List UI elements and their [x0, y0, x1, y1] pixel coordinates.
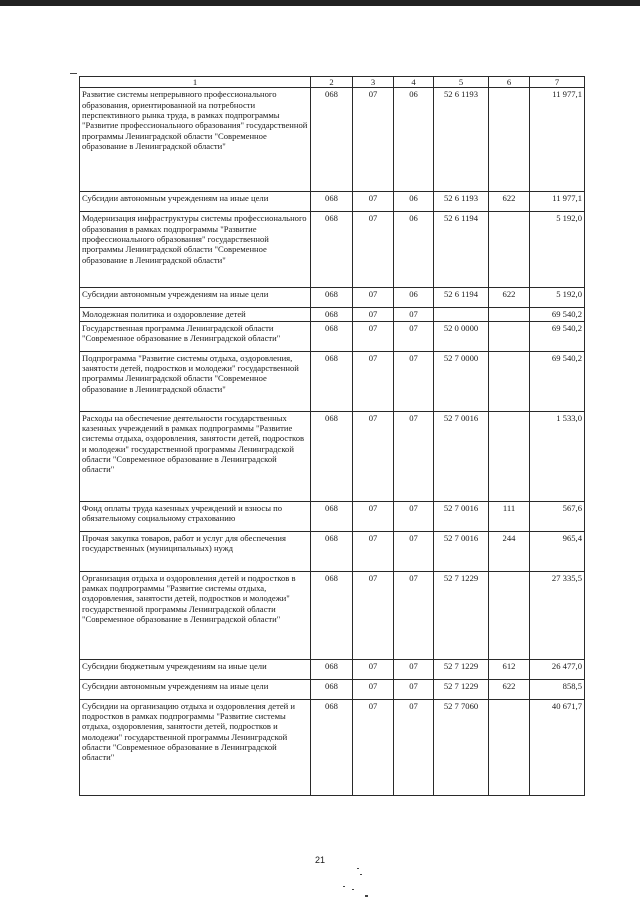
row-value-cell [489, 411, 530, 501]
row-value-cell: 07 [353, 679, 394, 699]
row-value-cell: 068 [311, 531, 353, 571]
row-value-cell: 5 192,0 [530, 288, 585, 308]
row-value-cell [489, 321, 530, 351]
row-label-cell: Субсидии на организацию отдыха и оздоровления детей и подростков в рамках подпрограммы "Развитие системы отдыха, оздоровления, занятости детей, подростков и молодежи" государственной программы Ленинградской области "Современное образование в Ленинградской области" [80, 699, 311, 795]
row-value-cell: 40 671,7 [530, 699, 585, 795]
row-value-cell: 06 [394, 288, 434, 308]
row-value-cell: 07 [394, 699, 434, 795]
row-value-cell: 965,4 [530, 531, 585, 571]
row-value-cell: 07 [394, 679, 434, 699]
row-label-cell: Фонд оплаты труда казенных учреждений и взносы по обязательному социальному страхованию [80, 501, 311, 531]
row-value-cell [489, 212, 530, 288]
table-row [80, 192, 585, 212]
row-value-cell: 07 [353, 308, 394, 321]
table-row [80, 321, 585, 351]
row-value-cell: 068 [311, 351, 353, 411]
row-value-cell: 068 [311, 288, 353, 308]
table-row [80, 411, 585, 501]
table-row [80, 501, 585, 531]
row-value-cell: 068 [311, 212, 353, 288]
header-cell: 2 [311, 77, 353, 88]
row-value-cell: 07 [394, 411, 434, 501]
row-value-cell: 52 7 7060 [434, 699, 489, 795]
row-value-cell: 068 [311, 411, 353, 501]
row-label-cell: Субсидии автономным учреждениям на иные цели [80, 679, 311, 699]
row-value-cell: 07 [394, 659, 434, 679]
budget-table [79, 76, 585, 796]
row-value-cell: 06 [394, 192, 434, 212]
table-row [80, 699, 585, 795]
row-value-cell: 068 [311, 308, 353, 321]
row-label-cell: Субсидии бюджетным учреждениям на иные цели [80, 659, 311, 679]
row-label-cell: Молодежная политика и оздоровление детей [80, 308, 311, 321]
row-value-cell: 567,6 [530, 501, 585, 531]
row-value-cell: 622 [489, 679, 530, 699]
row-value-cell: 69 540,2 [530, 308, 585, 321]
row-value-cell: 07 [353, 88, 394, 192]
header-cell: 1 [80, 77, 311, 88]
table-row [80, 351, 585, 411]
row-value-cell [489, 351, 530, 411]
row-value-cell: 52 7 0016 [434, 531, 489, 571]
row-label-cell: Субсидии автономным учреждениям на иные цели [80, 288, 311, 308]
row-value-cell: 068 [311, 699, 353, 795]
table-row [80, 531, 585, 571]
row-value-cell: 52 7 0000 [434, 351, 489, 411]
row-value-cell [489, 699, 530, 795]
row-value-cell: 69 540,2 [530, 351, 585, 411]
row-value-cell: 06 [394, 212, 434, 288]
table-row [80, 212, 585, 288]
row-value-cell: 52 6 1194 [434, 212, 489, 288]
row-value-cell: 52 7 1229 [434, 659, 489, 679]
row-value-cell: 11 977,1 [530, 88, 585, 192]
header-cell: 7 [530, 77, 585, 88]
scan-specks [335, 868, 375, 898]
row-label-cell: Организация отдыха и оздоровления детей и подростков в рамках подпрограммы "Развитие системы отдыха, оздоровления, занятости детей, подростков и молодежи" государственной программы Ленинградской области "Современное образование в Ленинградской области" [80, 571, 311, 659]
row-value-cell: 068 [311, 321, 353, 351]
row-value-cell: 52 7 1229 [434, 571, 489, 659]
row-value-cell: 1 533,0 [530, 411, 585, 501]
row-value-cell: 07 [394, 321, 434, 351]
row-value-cell: 07 [394, 351, 434, 411]
top-border-rule [0, 0, 640, 6]
row-value-cell: 52 6 1193 [434, 88, 489, 192]
row-value-cell: 11 977,1 [530, 192, 585, 212]
row-value-cell [489, 308, 530, 321]
row-label-cell: Подпрограмма "Развитие системы отдыха, оздоровления, занятости детей, подростков и молодежи" государственной программы Ленинградской области "Современное образование в Ленинградской области" [80, 351, 311, 411]
row-value-cell [434, 308, 489, 321]
page-number: 21 [314, 855, 325, 865]
row-value-cell: 52 6 1193 [434, 192, 489, 212]
table-row [80, 288, 585, 308]
row-value-cell: 858,5 [530, 679, 585, 699]
row-value-cell: 07 [394, 308, 434, 321]
row-value-cell: 52 7 1229 [434, 679, 489, 699]
row-label-cell: Субсидии автономным учреждениям на иные цели [80, 192, 311, 212]
row-label-cell: Государственная программа Ленинградской области "Современное образование в Ленинградской области" [80, 321, 311, 351]
row-value-cell: 068 [311, 659, 353, 679]
row-value-cell: 07 [353, 531, 394, 571]
row-label-cell: Развитие системы непрерывного профессионального образования, ориентированной на потребности перспективного рынка труда, в рамках подпрограммы "Развитие профессионального образования" государственной программы Ленинградской области "Современное образование в Ленинградской области" [80, 88, 311, 192]
row-value-cell: 5 192,0 [530, 212, 585, 288]
table-header-row [80, 77, 585, 88]
row-value-cell: 111 [489, 501, 530, 531]
row-value-cell: 07 [353, 699, 394, 795]
row-value-cell: 07 [353, 288, 394, 308]
table-body [80, 88, 585, 795]
header-cell: 3 [353, 77, 394, 88]
row-value-cell: 068 [311, 501, 353, 531]
row-value-cell: 52 6 1194 [434, 288, 489, 308]
row-value-cell: 07 [353, 411, 394, 501]
row-value-cell [489, 88, 530, 192]
margin-dash [70, 73, 77, 74]
row-value-cell: 622 [489, 192, 530, 212]
header-cell: 6 [489, 77, 530, 88]
row-value-cell: 07 [394, 501, 434, 531]
table-row [80, 308, 585, 321]
row-value-cell: 07 [394, 571, 434, 659]
row-value-cell: 26 477,0 [530, 659, 585, 679]
row-value-cell: 06 [394, 88, 434, 192]
row-label-cell: Расходы на обеспечение деятельности государственных казенных учреждений в рамках подпрограммы "Развитие системы отдыха, оздоровления, занятости детей, подростков и молодежи" государственной программы Ленинградской области "Современное образование в Ленинградской области" [80, 411, 311, 501]
table-row [80, 679, 585, 699]
row-value-cell: 07 [353, 351, 394, 411]
row-value-cell: 69 540,2 [530, 321, 585, 351]
row-value-cell: 27 335,5 [530, 571, 585, 659]
row-label-cell: Модернизация инфраструктуры системы профессионального образования в рамках подпрограммы "Развитие профессионального образования" государственной программы Ленинградской области "Современное образование в Ленинградской области" [80, 212, 311, 288]
row-value-cell: 07 [394, 531, 434, 571]
row-value-cell [489, 571, 530, 659]
row-value-cell: 07 [353, 212, 394, 288]
table-row [80, 571, 585, 659]
row-value-cell: 622 [489, 288, 530, 308]
row-value-cell: 068 [311, 192, 353, 212]
row-value-cell: 07 [353, 659, 394, 679]
table-row [80, 88, 585, 192]
row-value-cell: 52 7 0016 [434, 411, 489, 501]
row-value-cell: 07 [353, 192, 394, 212]
table-row [80, 659, 585, 679]
header-cell: 4 [394, 77, 434, 88]
row-value-cell: 068 [311, 571, 353, 659]
row-value-cell: 07 [353, 571, 394, 659]
row-value-cell: 068 [311, 88, 353, 192]
row-value-cell: 612 [489, 659, 530, 679]
row-value-cell: 07 [353, 501, 394, 531]
header-cell: 5 [434, 77, 489, 88]
row-label-cell: Прочая закупка товаров, работ и услуг для обеспечения государственных (муниципальных) нужд [80, 531, 311, 571]
row-value-cell: 52 0 0000 [434, 321, 489, 351]
row-value-cell: 244 [489, 531, 530, 571]
row-value-cell: 07 [353, 321, 394, 351]
row-value-cell: 52 7 0016 [434, 501, 489, 531]
row-value-cell: 068 [311, 679, 353, 699]
